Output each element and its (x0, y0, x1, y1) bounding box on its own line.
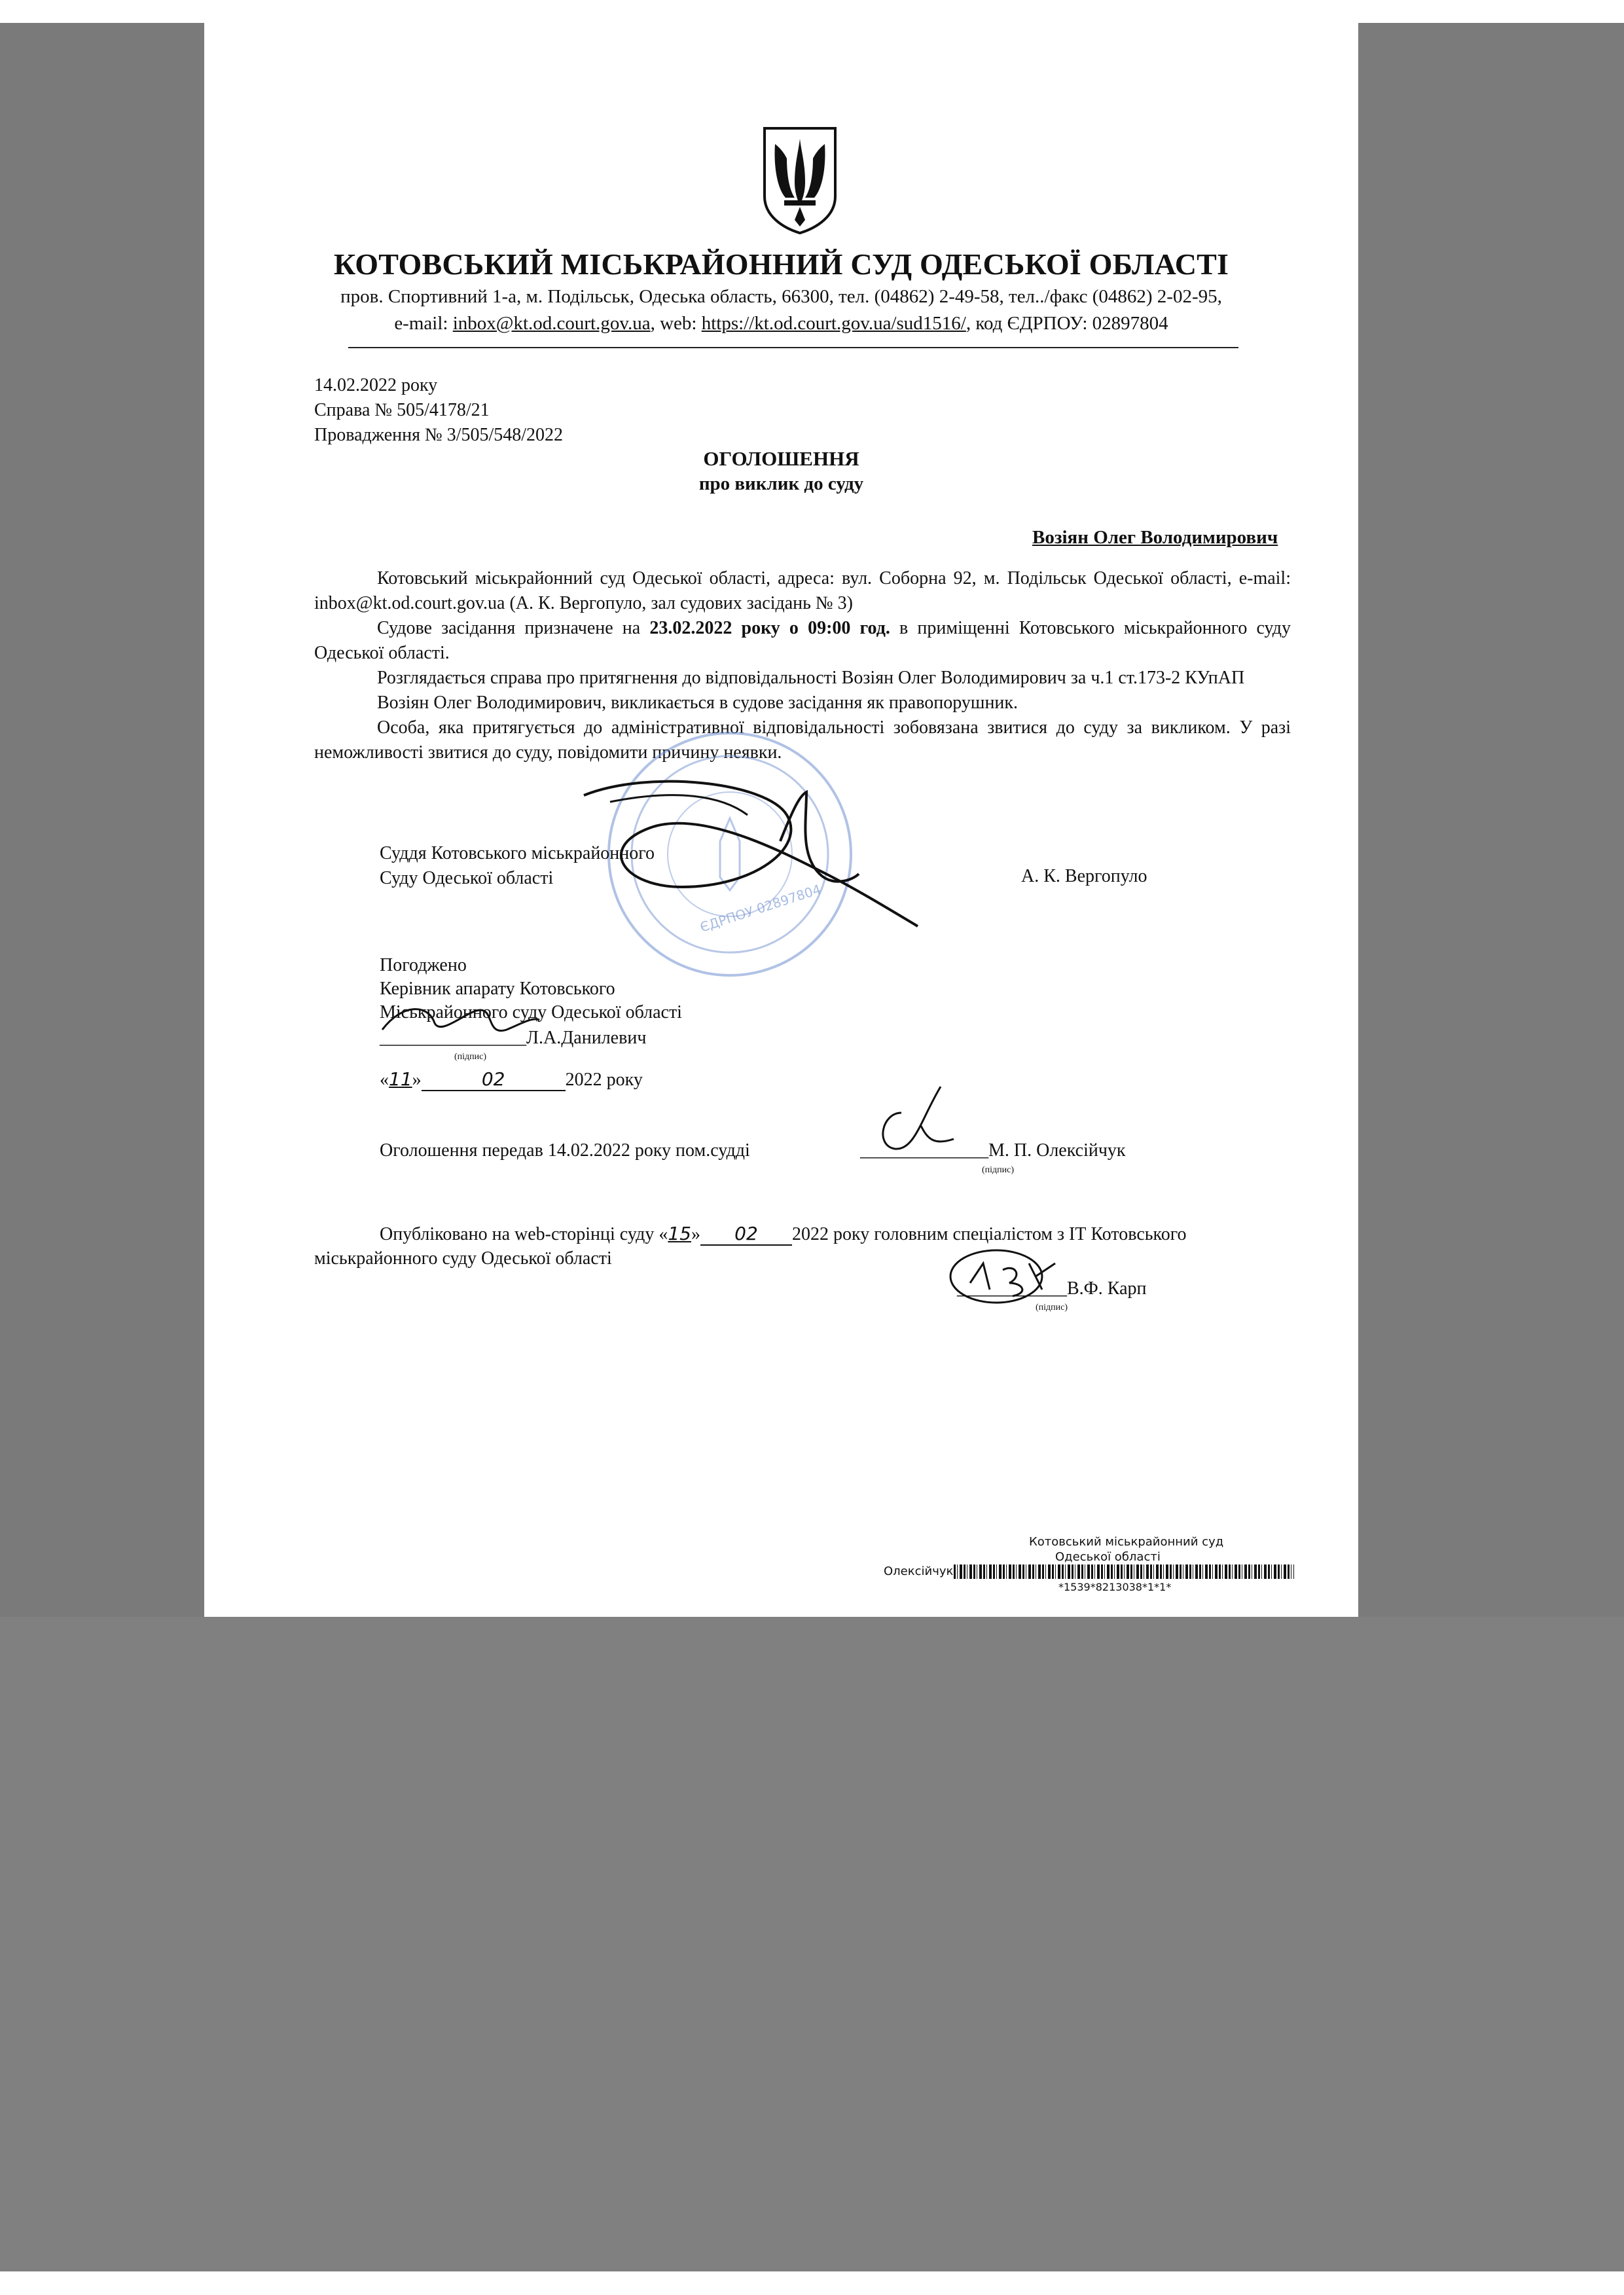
judge-position-line-1: Суддя Котовського міськрайонного (380, 843, 655, 863)
approval-signature (376, 990, 546, 1049)
judge-position-line-2: Суду Одеської області (380, 868, 554, 888)
meta-proceeding-number: Провадження № 3/505/548/2022 (314, 425, 564, 445)
paragraph-case-subject: Розглядається справа про притягнення до відповідальності Возіян Олег Володимирович за ч.1 ст.173-2 КУпАП (377, 668, 1245, 688)
court-contacts (204, 313, 1358, 334)
email-prefix: e-mail: (394, 313, 453, 334)
meta-case-number: Справа № 505/4178/21 (314, 400, 490, 420)
approval-name: Л.А.Данилевич (526, 1028, 647, 1048)
barcode (954, 1564, 1294, 1579)
document-subtitle: про виклик до суду (698, 473, 864, 494)
handover-signature-line: ______________М. П. Олексійчук (860, 1140, 1126, 1161)
published-name: В.Ф. Карп (1067, 1278, 1147, 1299)
published-line-1: Опубліковано на web-сторінці суду «15» 02 2022 року головним спеціалістом з ІТ Котовського (380, 1223, 1187, 1244)
judge-name: А. К. Вергопуло (1021, 866, 1147, 886)
approval-date: «11» 02 2022 року (380, 1068, 643, 1090)
handover-name: М. П. Олексійчук (988, 1140, 1126, 1161)
published-signature-line: ____________В.Ф. Карп (957, 1278, 1147, 1299)
handover-text: Оголошення передав 14.02.2022 року пом.судді (380, 1140, 750, 1161)
approval-position-line-1: Керівник апарату Котовського (380, 979, 615, 999)
approval-date-day: 11 (389, 1068, 412, 1090)
barcode-court-line-2: Одеської області (1055, 1550, 1161, 1564)
scan-bottom-area (0, 1617, 1624, 2271)
approval-date-year: 2022 року (565, 1070, 643, 1090)
web-prefix: , web: (650, 313, 702, 334)
published-month: 02 (700, 1223, 792, 1246)
barcode-operator-label: Олексійчук (884, 1564, 954, 1578)
paragraph-hearing: Судове засідання призначене на 23.02.2022 року о 09:00 год. в приміщенні Котовського міськрайонного суду Одеської області. (314, 618, 1291, 663)
barcode-court-line-1: Котовський міськрайонний суд (1029, 1535, 1224, 1549)
edrpou-code: , код ЄДРПОУ: 02897804 (965, 313, 1168, 334)
handover-sign-caption: (підпис) (982, 1165, 1015, 1175)
paragraph-obligation: Особа, яка притягується до адміністративної відповідальності зобовязана звитися до суду за викликом. У разі неможливості звитися до суду, повідомити причину неявки. (314, 717, 1291, 763)
approval-signature-blank: ________________ (380, 1028, 526, 1048)
court-address: пров. Спортивний 1-а, м. Подільськ, Одеська область, 66300, тел. (04862) 2-49-58, тел../факс (04862) 2-02-95, (340, 286, 1222, 307)
stamp-code-text: ЄДРПОУ 02897804 (698, 881, 823, 935)
hearing-datetime: 23.02.2022 року о 09:00 год. (649, 618, 890, 638)
published-line-2: міськрайонного суду Одеської області (314, 1248, 612, 1269)
court-title: КОТОВСЬКИЙ МІСЬКРАЙОННИЙ СУД ОДЕСЬКОЇ ОБЛАСТІ (333, 247, 1229, 281)
document-meta (314, 373, 563, 448)
approval-label: Погоджено (380, 955, 467, 975)
paragraph-summons: Возіян Олег Володимирович, викликається в судове засідання як правопорушник. (377, 693, 1019, 713)
addressee-name: Возіян Олег Володимирович (1032, 527, 1278, 548)
barcode-number: *1539*8213038*1*1* (1058, 1581, 1172, 1593)
email-link[interactable]: inbox@kt.od.court.gov.ua (452, 313, 651, 334)
approval-position-line-2: Міськрайонного суду Одеської області (380, 1002, 682, 1022)
header-divider (348, 347, 1238, 348)
published-signature (944, 1244, 1068, 1309)
website-link[interactable]: https://kt.od.court.gov.ua/sud1516/ (701, 313, 966, 334)
paragraph-court-address: Котовський міськрайонний суд Одеської області, адреса: вул. Соборна 92, м. Подільськ Одеської області, e-mail: inbox@kt.od.court.gov.ua (А. К. Вергопуло, зал судових засідань № 3) (314, 568, 1291, 613)
scan-margin-left (0, 23, 204, 1620)
judge-signature (571, 756, 937, 952)
handover-signature (862, 1074, 960, 1165)
scan-margin-right (1358, 23, 1624, 1620)
document-title: ОГОЛОШЕННЯ (703, 447, 859, 470)
approval-date-month: 02 (422, 1068, 566, 1091)
approval-sign-caption: (підпис) (454, 1052, 487, 1062)
published-day: 15 (668, 1223, 691, 1244)
meta-date: 14.02.2022 року (314, 375, 438, 395)
coat-of-arms-icon (761, 124, 839, 236)
document-page (204, 23, 1358, 1617)
published-sign-caption: (підпис) (1036, 1303, 1068, 1312)
